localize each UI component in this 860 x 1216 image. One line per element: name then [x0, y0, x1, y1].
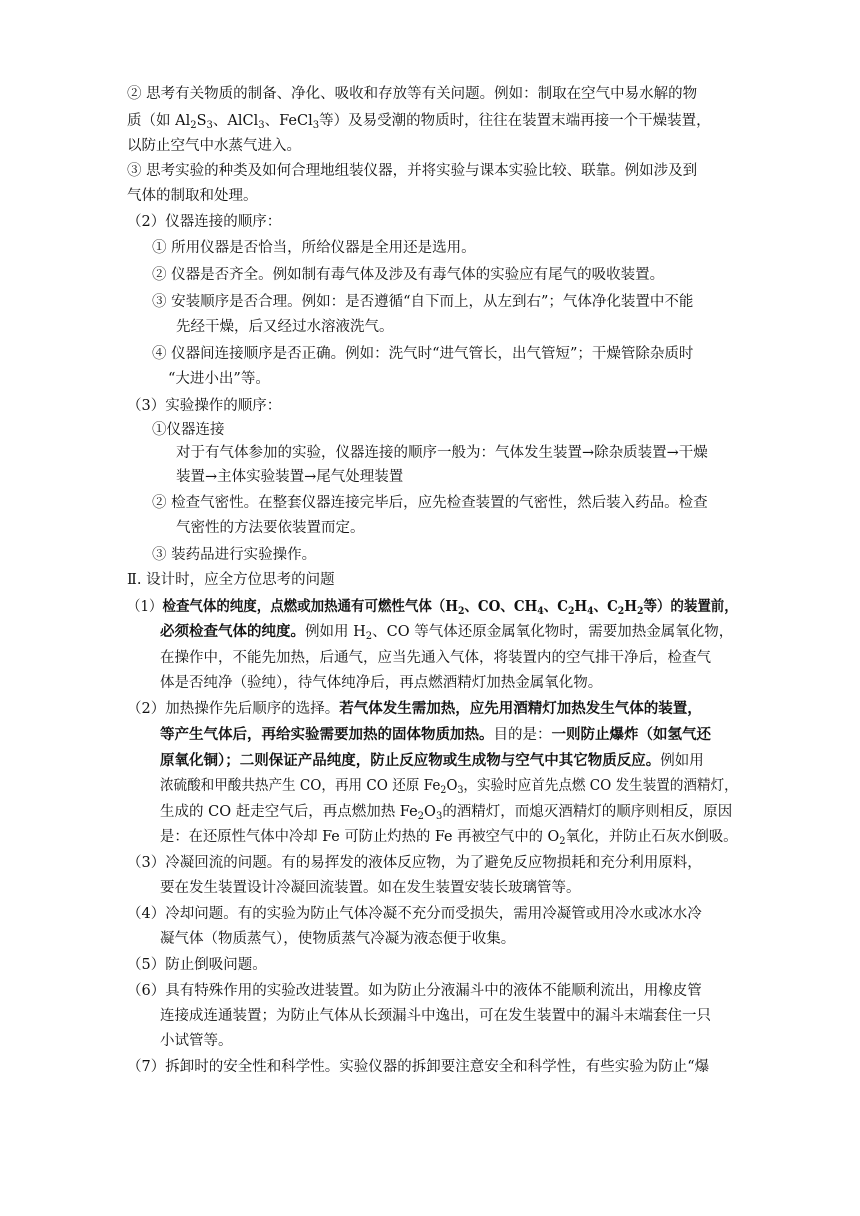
section-3-item-2-line-2: 气密性的方法要依装置而定。: [176, 520, 365, 536]
section-2-item-4-line-1: ④ 仪器间连接顺序是否正确。例如：洗气时“进气管长，出气管短”；干燥管除杂质时: [152, 346, 694, 362]
paragraph-2-line-3: 以防止空气中水蒸气进入。: [127, 138, 301, 154]
section-3-item-2-line-1: ② 检查气密性。在整套仪器连接完毕后，应先检查装置的气密性，然后装入药品。检查: [152, 495, 708, 511]
paragraph-3-line-2: 气体的制取和处理。: [127, 188, 258, 204]
question-6-line-2: 连接成连通装置；为防止气体从长颈漏斗中逸出，可在发生装置中的漏斗末端套住一只: [160, 1008, 711, 1024]
section-3-item-1-line-a: 对于有气体参加的实验，仪器连接的顺序一般为：气体发生装置→除杂质装置→干燥: [176, 445, 708, 461]
question-1-line-3: 在操作中，不能先加热，后通气，应当先通入气体，将装置内的空气排干净后，检查气: [160, 650, 711, 666]
question-1-line-4: 体是否纯净（验纯），待气体纯净后，再点燃酒精灯加热金属氧化物。: [160, 675, 603, 691]
section-2-item-1: ① 所用仪器是否恰当，所给仪器是全用还是选用。: [152, 240, 476, 256]
question-7-line-1: （7）拆卸时的安全性和科学性。实验仪器的拆卸要注意安全和科学性，有些实验为防止“爆: [127, 1059, 710, 1075]
section-2-item-4-line-2: “大进小出”等。: [168, 371, 270, 387]
question-2-line-5: 生成的 CO 赶走空气后，再点燃加热 $Fe_2O_3$的酒精灯，而熄灭酒精灯的顺序则相反，原因: [160, 804, 733, 822]
section-3-item-1: ①仪器连接: [152, 422, 225, 438]
section-2-item-3-line-1: ③ 安装顺序是否合理。例如：是否遵循“自下而上，从左到右”；气体净化装置中不能: [152, 294, 694, 310]
question-2-line-1: （2）加热操作先后顺序的选择。若气体发生需加热，应先用酒精灯加热发生气体的装置，: [127, 700, 702, 717]
paragraph-2-line-2: 质（如 $Al_2S_3$、AlCl$_3$、FeCl$_3$等）及易受潮的物质时，往往在装置末端再接一个干燥装置，: [127, 113, 711, 131]
question-4-line-1: （4）冷却问题。有的实验为防止气体冷凝不充分而受损失，需用冷凝管或用冷水或冰水冷: [127, 906, 702, 922]
section-2-item-3-line-2: 先经干燥，后又经过水溶液洗气。: [176, 319, 394, 335]
section-3-item-1-line-b: 装置→主体实验装置→尾气处理装置: [176, 469, 404, 485]
question-5-line-1: （5）防止倒吸问题。: [127, 957, 267, 973]
question-1-line-1: （1）检查气体的纯度，点燃或加热通有可燃性气体（$H_2$、CO、$CH_4$、$C_2H_4$、$C_2H_2$等）的装置前，: [127, 598, 738, 617]
question-4-line-2: 凝气体（物质蒸气），使物质蒸气冷凝为液态便于收集。: [160, 931, 516, 947]
paragraph-2-line-1: ② 思考有关物质的制备、净化、吸收和存放等有关问题。例如：制取在空气中易水解的物: [127, 86, 698, 102]
question-2-line-2: 等产生气体后，再给实验需要加热的固体物质加热。目的是：一则防止爆炸（如氢气还: [160, 726, 711, 743]
question-2-line-3: 原氧化铜）；二则保证产品纯度，防止反应物或生成物与空气中其它物质反应。例如用: [160, 752, 704, 769]
section-3-item-3: ③ 装药品进行实验操作。: [152, 547, 317, 563]
section-2-heading: （2）仪器连接的顺序：: [127, 214, 282, 230]
section-2-item-2: ② 仪器是否齐全。例如制有毒气体及涉及有毒气体的实验应有尾气的吸收装置。: [152, 267, 665, 283]
section-3-heading: （3）实验操作的顺序：: [127, 398, 282, 414]
question-3-line-2: 要在发生装置设计冷凝回流装置。如在发生装置安装长玻璃管等。: [160, 880, 581, 896]
question-3-line-1: （3）冷凝回流的问题。有的易挥发的液体反应物，为了避免反应物损耗和充分利用原料，: [127, 855, 702, 871]
question-6-line-1: （6）具有特殊作用的实验改进装置。如为防止分液漏斗中的液体不能顺利流出，用橡皮管: [127, 983, 702, 999]
question-1-line-2: 必须检查气体的纯度。例如用 $H_2$、CO 等气体还原金属氧化物时，需要加热金属氧化物，: [160, 623, 734, 642]
question-2-line-4: 浓硫酸和甲酸共热产生 CO，再用 CO 还原 $Fe_2O_3$，实验时应首先点燃 CO 发生装置的酒精灯，: [160, 778, 738, 796]
paragraph-3-line-1: ③ 思考实验的种类及如何合理地组装仪器，并将实验与课本实验比较、联靠。例如涉及到: [127, 163, 698, 179]
question-6-line-3: 小试管等。: [160, 1033, 233, 1049]
part-2-heading: Ⅱ. 设计时，应全方位思考的问题: [127, 572, 335, 588]
question-2-line-6: 是：在还原性气体中冷却 Fe 可防止灼热的 Fe 再被空气中的 $O_2$氧化，并防止石灰水倒吸。: [160, 829, 738, 847]
